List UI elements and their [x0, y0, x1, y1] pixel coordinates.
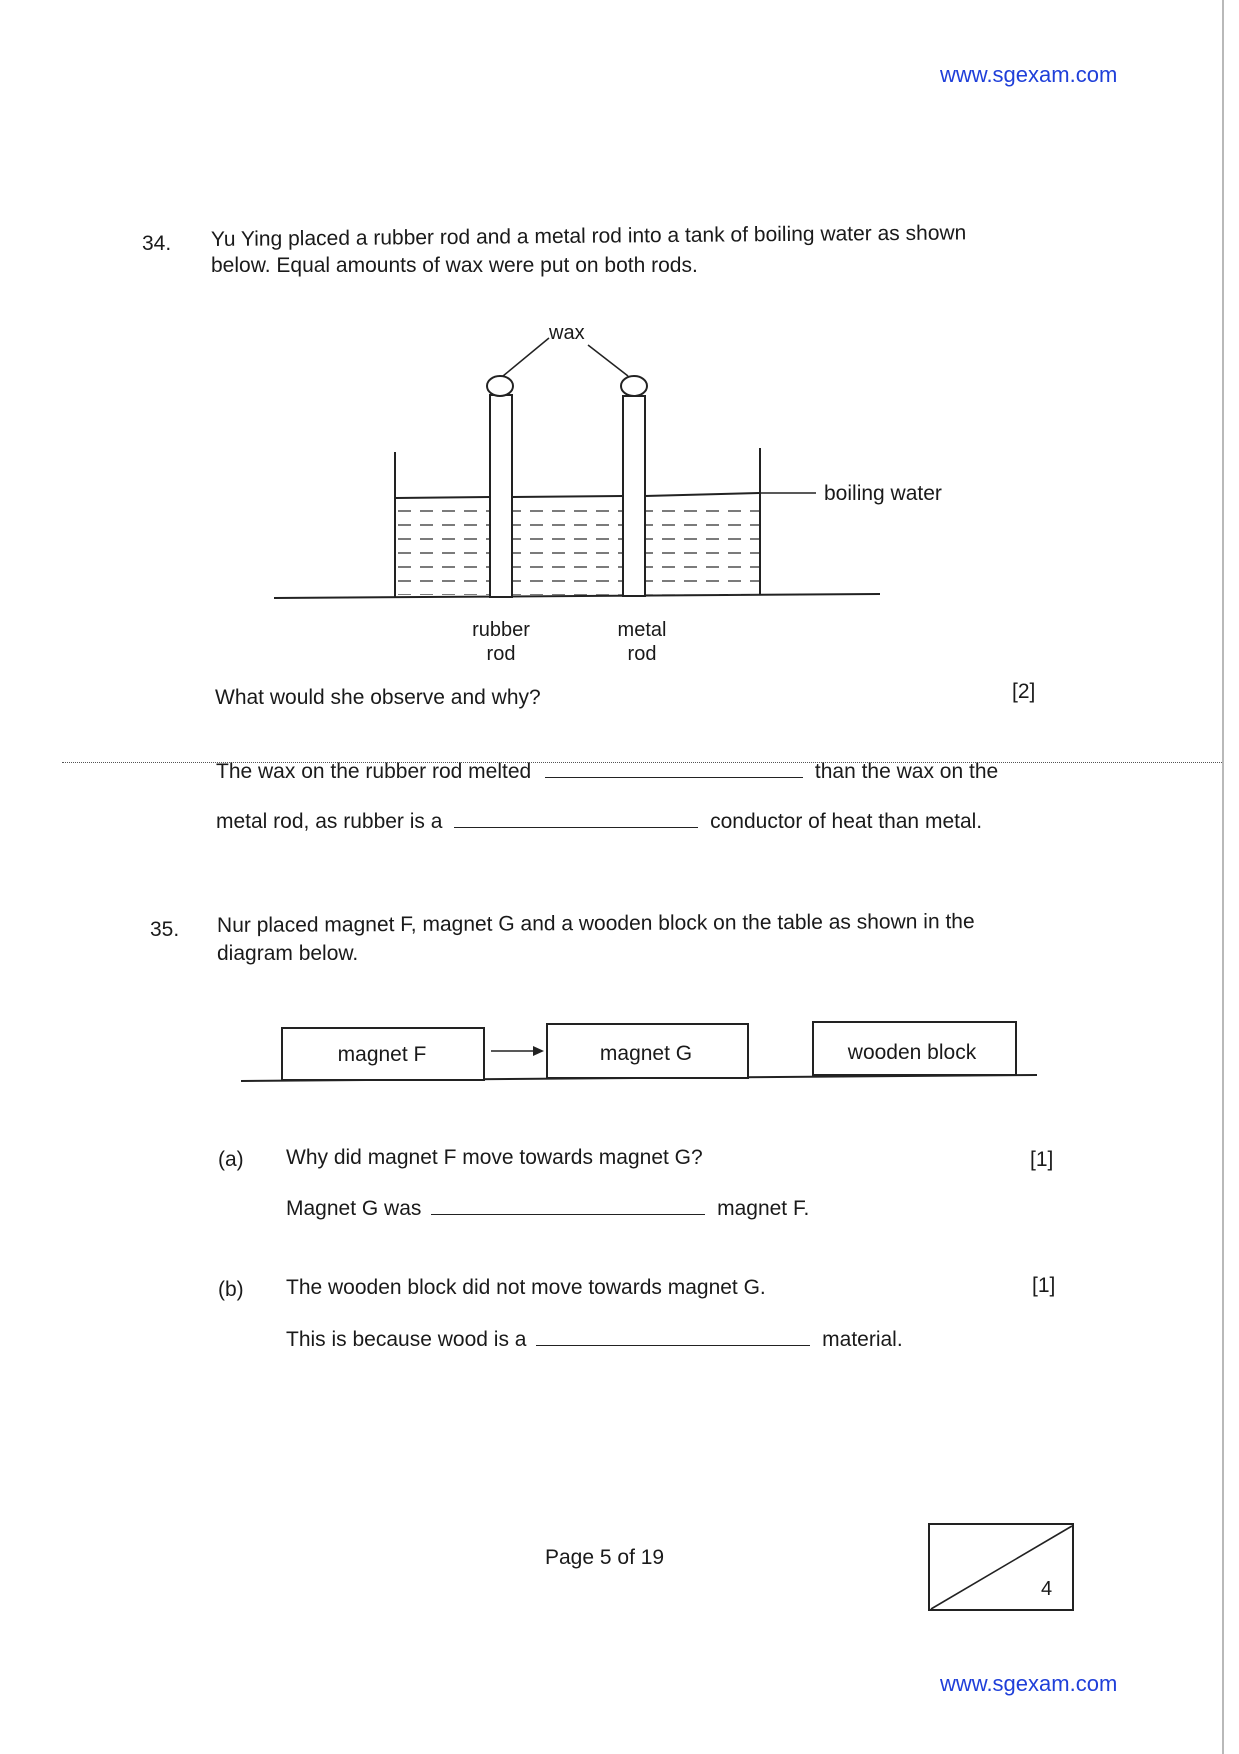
magnet-g-label: magnet G — [599, 1042, 693, 1065]
magnet-f-label: magnet F — [337, 1043, 427, 1066]
metal-rod — [623, 396, 645, 596]
rubber-rod-label-line1: rubber — [472, 619, 530, 641]
score-box — [925, 1520, 1077, 1614]
movement-arrow-head — [533, 1046, 544, 1056]
q34-answer-line1 — [216, 758, 998, 786]
wax-on-metal-rod — [621, 376, 647, 396]
wax-leader-right — [588, 345, 628, 376]
q35b-question: The wooden block did not move towards magnet G. — [286, 1276, 766, 1299]
boiling-water — [396, 498, 759, 595]
q35b-answer-end: material. — [822, 1328, 903, 1351]
wax-leader-left — [503, 338, 549, 376]
q35a-blank[interactable] — [431, 1196, 705, 1215]
boiling-water-label: boiling water — [824, 482, 942, 505]
q34-answer-line2 — [216, 808, 982, 836]
q34-question: What would she observe and why? — [215, 686, 541, 709]
q35b-answer — [286, 1326, 903, 1354]
q34-answer-line1-start: The wax on the rubber rod melted — [216, 760, 532, 783]
q34-text-line1: Yu Ying placed a rubber rod and a metal rod into a tank of boiling water as shown — [210, 221, 967, 251]
q35a-question: Why did magnet F move towards magnet G? — [286, 1146, 703, 1169]
q35a-answer-start: Magnet G was — [286, 1197, 422, 1220]
water-surface — [396, 493, 759, 498]
q35-text-line1: Nur placed magnet F, magnet G and a wooden block on the table as shown in the — [216, 910, 975, 937]
q35a-marks: [1] — [1030, 1148, 1054, 1171]
q35-text-line2: diagram below. — [217, 942, 359, 965]
score-value: 4 — [1041, 1578, 1053, 1600]
footer-site-link[interactable]: www.sgexam.com — [940, 1671, 1118, 1696]
q34-blank-1[interactable] — [545, 759, 803, 778]
metal-rod-label-line1: metal — [617, 619, 667, 641]
q34-number: 34. — [142, 232, 172, 255]
q35-diagram — [0, 1000, 1239, 1100]
wax-on-rubber-rod — [487, 376, 513, 396]
q34-blank-2[interactable] — [454, 809, 698, 828]
q34-answer-line2-end: conductor of heat than metal. — [710, 810, 983, 833]
rubber-rod — [490, 395, 512, 597]
q35-number: 35. — [150, 918, 180, 941]
q34-marks: [2] — [1012, 680, 1036, 703]
q34-answer-line2-start: metal rod, as rubber is a — [216, 810, 443, 833]
wooden-block-label: wooden block — [847, 1041, 977, 1064]
page-number: Page 5 of 19 — [545, 1546, 665, 1569]
rubber-rod-label-line2: rod — [486, 643, 516, 665]
header-site-link[interactable]: www.sgexam.com — [940, 62, 1118, 87]
q35b-marks: [1] — [1032, 1274, 1056, 1297]
q35a-label: (a) — [218, 1148, 244, 1171]
q35a-answer — [286, 1195, 809, 1223]
wax-label: wax — [549, 322, 585, 344]
q35b-label: (b) — [218, 1278, 244, 1301]
q34-text-line2: below. Equal amounts of wax were put on both rods. — [211, 254, 698, 277]
q34-diagram — [0, 0, 1239, 700]
q34-answer-line1-end: than the wax on the — [814, 760, 999, 783]
q35b-answer-start: This is because wood is a — [286, 1328, 527, 1351]
metal-rod-label-line2: rod — [627, 643, 657, 665]
q35b-blank[interactable] — [536, 1327, 810, 1346]
q35a-answer-end: magnet F. — [717, 1197, 810, 1220]
